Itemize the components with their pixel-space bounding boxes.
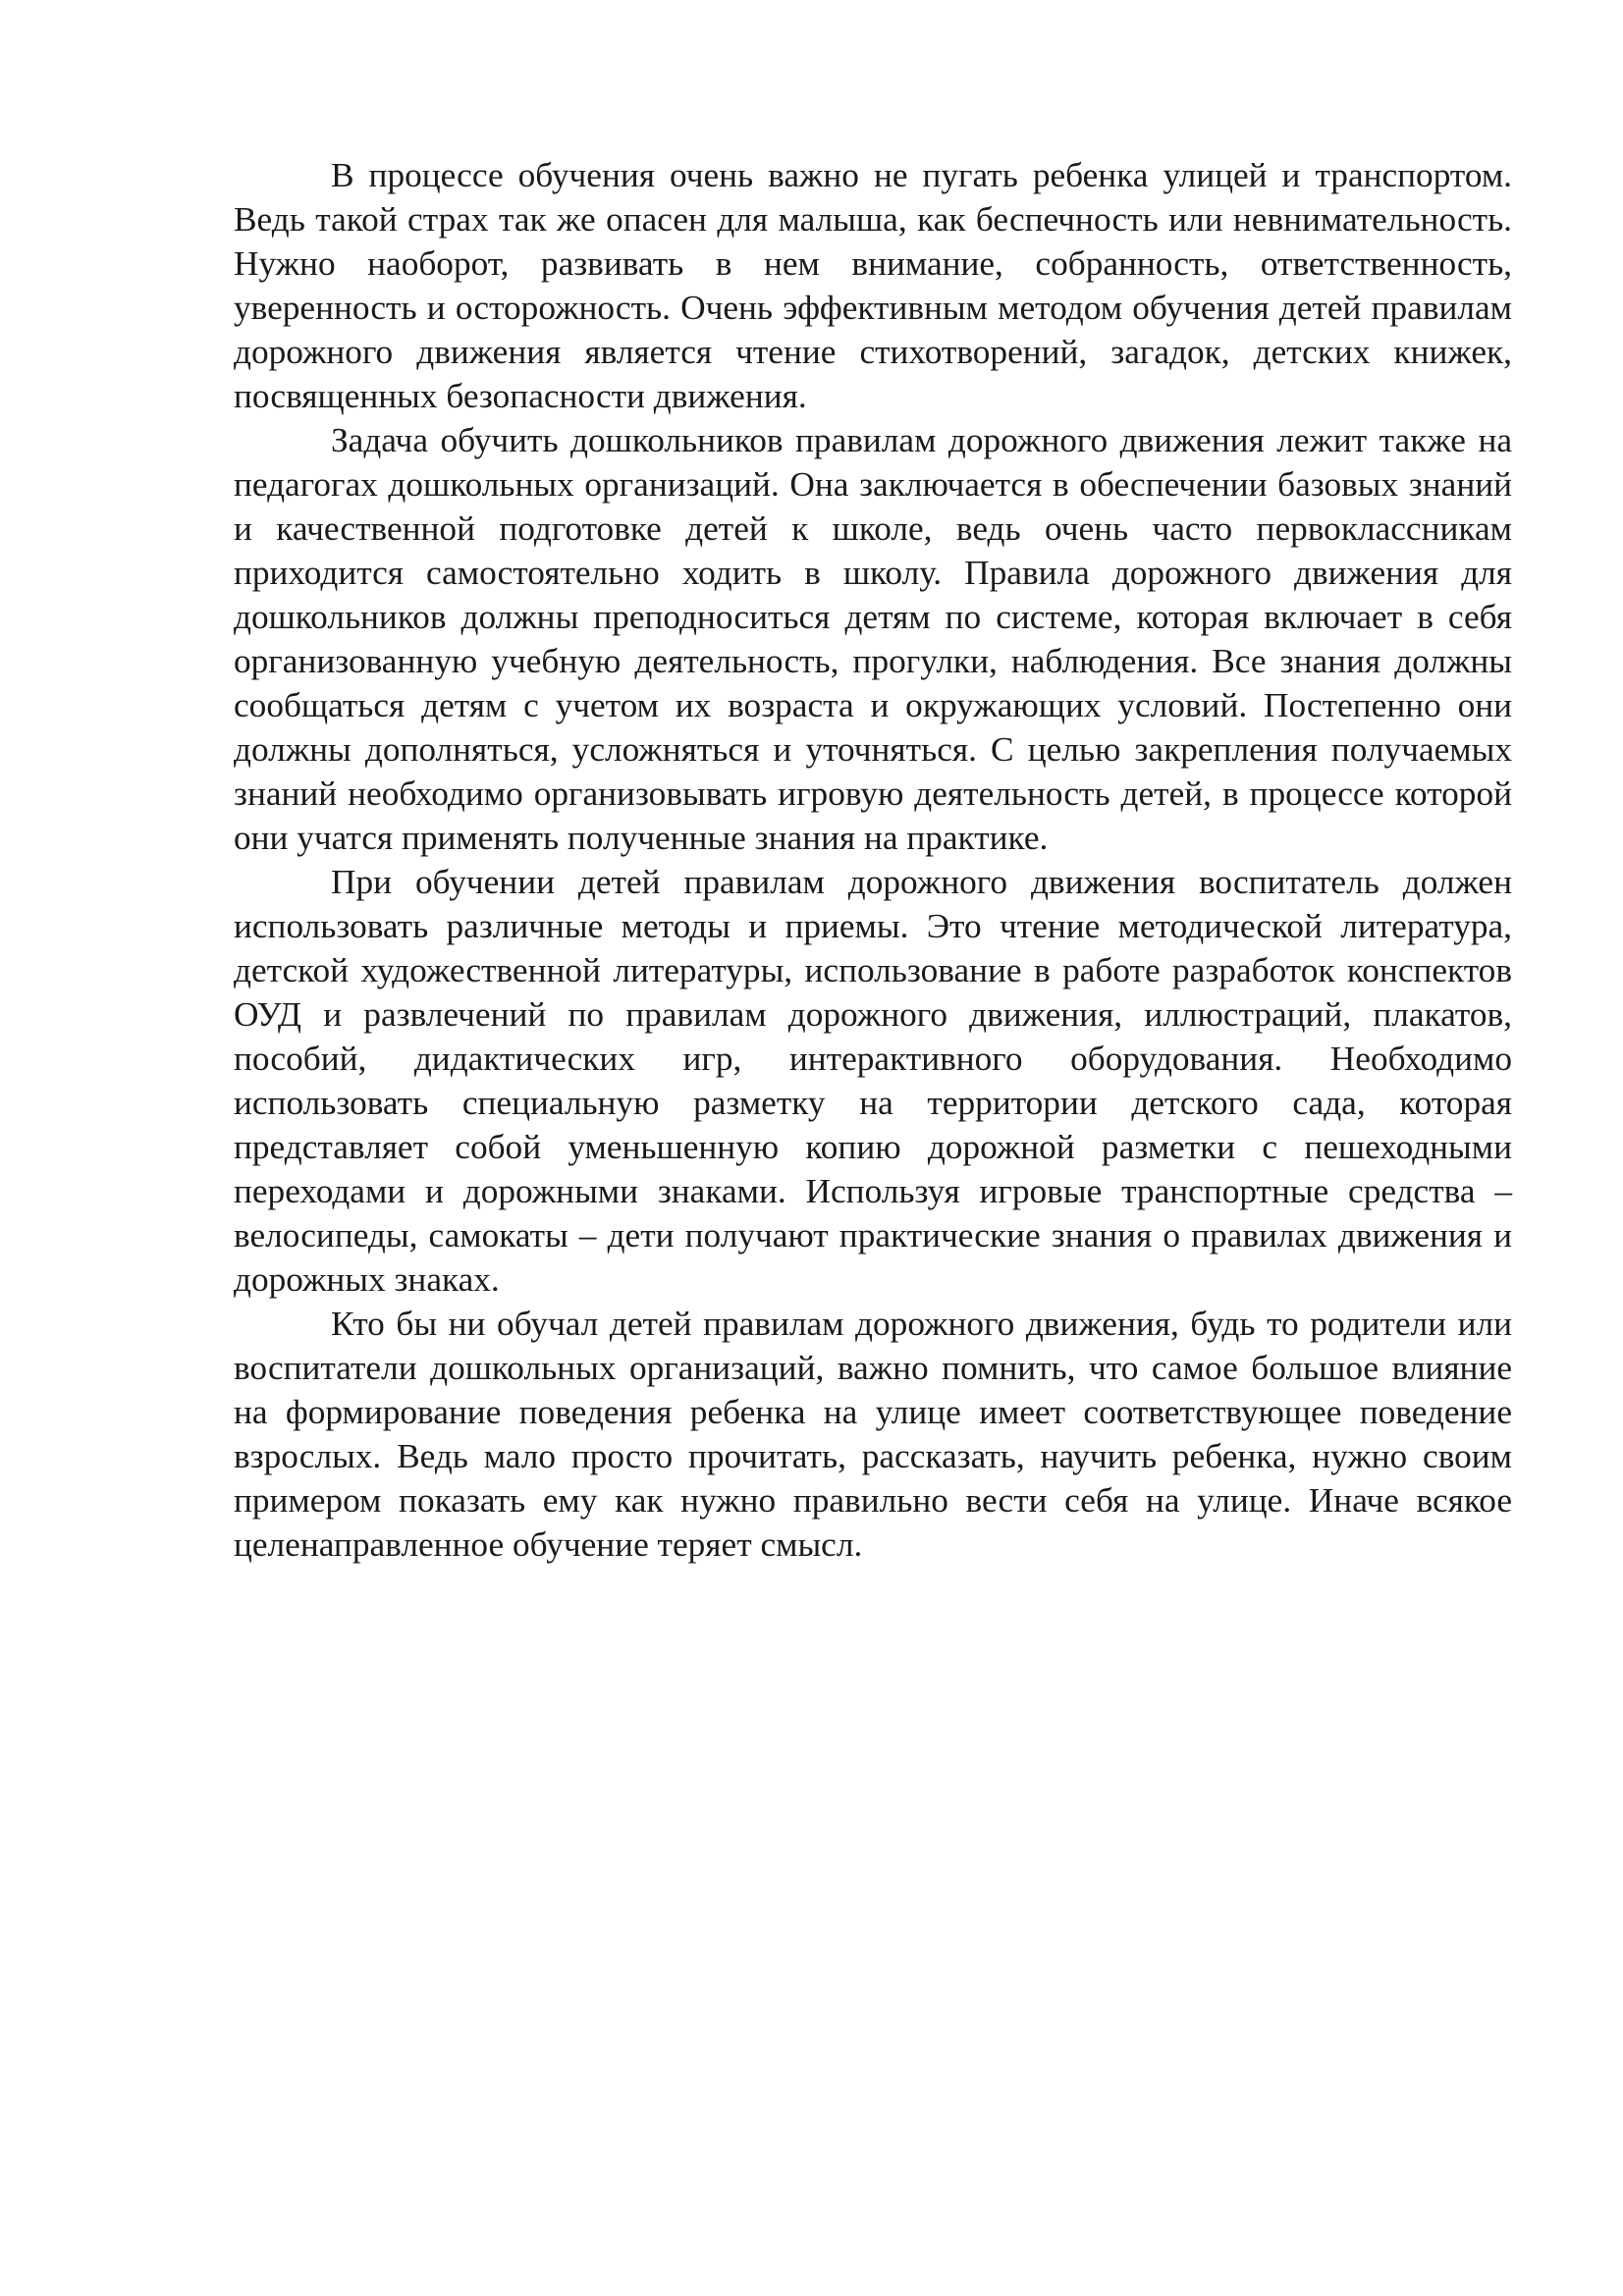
paragraph-2: Задача обучить дошкольников правилам дорожного движения лежит также на педагогах дошкольных организаций. Она заключается в обеспечении базовых знаний и качественной подготовке детей к школе, ведь очень часто первоклассникам приходится самостоятельно ходить в школу. Правила дорожного движения для дошкольников должны преподноситься детям по системе, которая включает в себя организованную учебную деятельность, прогулки, наблюдения. Все знания должны сообщаться детям с учетом их возраста и окружающих условий. Постепенно они должны дополняться, усложняться и уточняться. С целью закрепления получаемых знаний необходимо организовывать игровую деятельность детей, в процессе которой они учатся применять полученные знания на практике. [234,421,1512,857]
paragraph-4: Кто бы ни обучал детей правилам дорожного движения, будь то родители или воспитатели дошкольных организаций, важно помнить, что самое большое влияние на формирование поведения ребенка на улице имеет соответствующее поведение взрослых. Ведь мало просто прочитать, рассказать, научить ребенка, нужно своим примером показать ему как нужно правильно вести себя на улице. Иначе всякое целенаправленное обучение теряет смысл. [234,1305,1512,1564]
paragraph-3: При обучении детей правилам дорожного движения воспитатель должен использовать различные методы и приемы. Это чтение методической литература, детской художественной литературы, использование в работе разработок конспектов ОУД и развлечений по правилам дорожного движения, иллюстраций, плакатов, пособий, дидактических игр, интерактивного оборудования. Необходимо использовать специальную разметку на территории детского сада, которая представляет собой уменьшенную копию дорожной разметки с пешеходными переходами и дорожными знаками. Используя игровые транспортные средства – велосипеды, самокаты – дети получают практические знания о правилах движения и дорожных знаках. [234,863,1512,1299]
document-body [234,153,1512,1567]
paragraph-1: В процессе обучения очень важно не пугать ребенка улицей и транспортом. Ведь такой страх так же опасен для малыша, как беспечность или невнимательность. Нужно наоборот, развивать в нем внимание, собранность, ответственность, уверенность и осторожность. Очень эффективным методом обучения детей правилам дорожного движения является чтение стихотворений, загадок, детских книжек, посвященных безопасности движения. [234,156,1512,415]
